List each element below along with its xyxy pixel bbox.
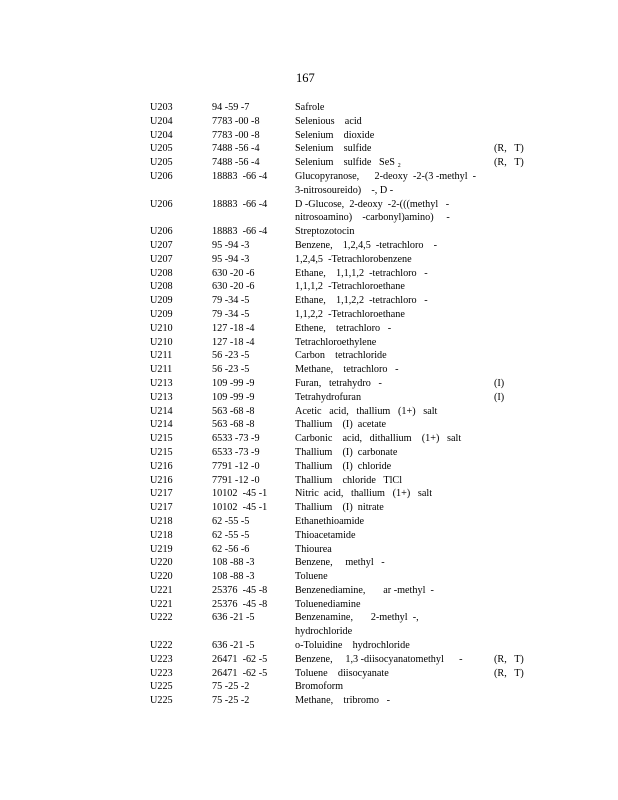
substance-name: [295, 115, 485, 129]
hazardous-waste-table: [150, 101, 530, 708]
cas-number: 25376 -45 -8: [212, 584, 268, 596]
table-row: [150, 529, 530, 543]
substance-name-line: Thallium (I) nitrate: [295, 502, 384, 514]
substance-name-line: Methane, tetrachloro -: [295, 364, 399, 376]
waste-code: U205: [150, 157, 173, 169]
substance-name-line: hydrochloride: [295, 626, 353, 638]
cas-number: 26471 -62 -5: [212, 653, 268, 665]
substance-name-line: Safrole: [295, 102, 325, 113]
cas-number: 10102 -45 -1: [212, 502, 268, 514]
substance-name: [295, 653, 485, 667]
waste-code: U207: [150, 239, 173, 251]
table-row: [150, 653, 530, 667]
substance-name-line: Benzenamine, 2-methyl -,: [295, 612, 419, 624]
substance-name-line: Tetrahydrofuran: [295, 391, 362, 403]
substance-name-line: Toluene diisocyanate: [295, 667, 389, 679]
hazard-code: (R, T): [494, 143, 524, 155]
cas-number: 75 -25 -2: [212, 681, 250, 693]
substance-name: [295, 349, 485, 363]
substance-name: [295, 418, 485, 432]
table-row: [150, 170, 530, 198]
table-row: [150, 570, 530, 584]
substance-name: [295, 543, 485, 557]
substance-name-line: Thallium chloride TlCl: [295, 474, 403, 486]
table-row: [150, 101, 530, 115]
substance-name: [295, 267, 485, 281]
table-row: [150, 129, 530, 143]
waste-code: U205: [150, 143, 173, 155]
waste-code: U211: [150, 350, 173, 362]
waste-code: U207: [150, 253, 173, 265]
waste-code: U214: [150, 419, 173, 431]
cas-number: 26471 -62 -5: [212, 667, 268, 679]
hazard-code: (I): [494, 377, 505, 389]
substance-name: [295, 667, 485, 681]
cas-number: 108 -88 -3: [212, 571, 255, 583]
substance-name-line: Bromoform: [295, 681, 344, 693]
substance-name-line: Benzenediamine, ar -methyl -: [295, 584, 434, 596]
table-row: [150, 363, 530, 377]
substance-name-line: 1,2,4,5 -Tetrachlorobenzene: [295, 253, 412, 265]
substance-name-line: Thallium (I) carbonate: [295, 446, 398, 458]
cas-number: 18883 -66 -4: [212, 170, 268, 182]
waste-code: U209: [150, 295, 173, 307]
waste-code: U223: [150, 667, 173, 679]
waste-code: U206: [150, 226, 173, 238]
substance-name: [295, 322, 485, 336]
cas-number: 94 -59 -7: [212, 102, 250, 113]
substance-name-line: Toluenediamine: [295, 598, 361, 610]
substance-name-line: Acetic acid, thallium (1+) salt: [295, 405, 438, 417]
substance-name-line: Ethane, 1,1,2,2 -tetrachloro -: [295, 295, 428, 307]
waste-code: U211: [150, 364, 173, 376]
substance-name: [295, 487, 485, 501]
substance-name: [295, 570, 485, 584]
hazard-code: (R, T): [494, 157, 524, 169]
cas-number: 7791 -12 -0: [212, 474, 260, 486]
cas-number: 7488 -56 -4: [212, 143, 260, 155]
substance-name: [295, 391, 485, 405]
waste-code: U218: [150, 515, 173, 527]
waste-code: U208: [150, 267, 173, 279]
substance-name-line: Selenium sulfide: [295, 143, 372, 155]
substance-name: [295, 639, 485, 653]
table-row: [150, 515, 530, 529]
table-row: [150, 680, 530, 694]
table-row: [150, 336, 530, 350]
table-row: [150, 322, 530, 336]
substance-name: [295, 460, 485, 474]
cas-number: 79 -34 -5: [212, 295, 250, 307]
waste-code: U206: [150, 198, 173, 210]
cas-number: 563 -68 -8: [212, 419, 255, 431]
substance-name: [295, 474, 485, 488]
substance-name: [295, 253, 485, 267]
waste-code: U220: [150, 571, 173, 583]
substance-name: [295, 501, 485, 515]
substance-name: [295, 598, 485, 612]
cas-number: 79 -34 -5: [212, 308, 250, 320]
substance-name: [295, 129, 485, 143]
table-row: [150, 239, 530, 253]
substance-name: [295, 611, 485, 639]
cas-number: 95 -94 -3: [212, 253, 250, 265]
table-row: [150, 294, 530, 308]
cas-number: 630 -20 -6: [212, 281, 255, 293]
substance-name: [295, 515, 485, 529]
waste-code: U206: [150, 170, 173, 182]
substance-name-line: Thiourea: [295, 543, 332, 555]
hazard-code: (R, T): [494, 653, 524, 665]
substance-name: [295, 336, 485, 350]
waste-code: U216: [150, 474, 173, 486]
table-row: [150, 446, 530, 460]
substance-name: [295, 363, 485, 377]
table-row: [150, 280, 530, 294]
substance-name: [295, 377, 485, 391]
substance-name-line: Benzene, 1,3 -diisocyanatomethyl -: [295, 653, 463, 665]
table-row: [150, 142, 530, 156]
substance-name-line: Toluene: [295, 571, 328, 583]
hazard-code: (I): [494, 391, 505, 403]
substance-name-line: Thallium (I) acetate: [295, 419, 387, 431]
substance-name-line: Glucopyranose, 2-deoxy -2-(3 -methyl -: [295, 170, 477, 182]
substance-name: [295, 584, 485, 598]
cas-number: 56 -23 -5: [212, 364, 250, 376]
substance-name-line: Carbonic acid, dithallium (1+) salt: [295, 433, 462, 445]
table-row: [150, 487, 530, 501]
waste-code: U203: [150, 102, 173, 113]
table-row: [150, 543, 530, 557]
cas-number: 75 -25 -2: [212, 695, 250, 707]
table-row: [150, 667, 530, 681]
waste-code: U215: [150, 446, 173, 458]
substance-name-line: Ethene, tetrachloro -: [295, 322, 392, 334]
waste-code: U225: [150, 681, 173, 693]
substance-name-line: nitrosoamino) -carbonyl)amino) -: [295, 212, 450, 224]
hazard-code: (R, T): [494, 667, 524, 679]
table-row: [150, 377, 530, 391]
substance-name-line: D -Glucose, 2-deoxy -2-(((methyl -: [295, 198, 450, 210]
cas-number: 109 -99 -9: [212, 391, 255, 403]
substance-name: [295, 432, 485, 446]
substance-name-line: Ethane, 1,1,1,2 -tetrachloro -: [295, 267, 428, 279]
substance-name: [295, 556, 485, 570]
cas-number: 6533 -73 -9: [212, 446, 260, 458]
waste-code: U210: [150, 322, 173, 334]
substance-name-line: Thioacetamide: [295, 529, 356, 541]
cas-number: 62 -55 -5: [212, 515, 250, 527]
substance-name: [295, 308, 485, 322]
cas-number: 7783 -00 -8: [212, 129, 260, 141]
substance-name: [295, 198, 485, 226]
table-row: [150, 156, 530, 170]
table-row: [150, 198, 530, 226]
substance-name-line: 3-nitrosoureido) -, D -: [295, 184, 394, 196]
table-row: [150, 611, 530, 639]
substance-name-line: Benzene, 1,2,4,5 -tetrachloro -: [295, 239, 438, 251]
table-row: [150, 460, 530, 474]
substance-name: [295, 294, 485, 308]
table-row: [150, 308, 530, 322]
table-row: [150, 694, 530, 708]
cas-number: 18883 -66 -4: [212, 226, 268, 238]
substance-name-line: o-Toluidine hydrochloride: [295, 640, 410, 652]
cas-number: 7791 -12 -0: [212, 460, 260, 472]
waste-code: U222: [150, 612, 173, 624]
substance-name-line: Streptozotocin: [295, 226, 355, 238]
table-row: [150, 432, 530, 446]
substance-name: [295, 142, 485, 156]
waste-code: U219: [150, 543, 173, 555]
table-row: [150, 418, 530, 432]
waste-code: U204: [150, 115, 173, 127]
waste-code: U221: [150, 598, 173, 610]
table-row: [150, 474, 530, 488]
cas-number: 95 -94 -3: [212, 239, 250, 251]
cas-number: 18883 -66 -4: [212, 198, 268, 210]
substance-name-line: Tetrachloroethylene: [295, 336, 377, 348]
substance-name: [295, 101, 485, 115]
waste-code: U222: [150, 640, 173, 652]
cas-number: 62 -55 -5: [212, 529, 250, 541]
cas-number: 62 -56 -6: [212, 543, 250, 555]
substance-name-line: Selenious acid: [295, 115, 362, 127]
page-number: 167: [296, 71, 315, 85]
table-row: [150, 225, 530, 239]
table-row: [150, 115, 530, 129]
substance-name: [295, 225, 485, 239]
table-row: [150, 501, 530, 515]
table-row: [150, 253, 530, 267]
cas-number: 7783 -00 -8: [212, 115, 260, 127]
cas-number: 108 -88 -3: [212, 557, 255, 569]
substance-name: [295, 405, 485, 419]
waste-code: U221: [150, 584, 173, 596]
substance-name-line: 1,1,2,2 -Tetrachloroethane: [295, 308, 405, 320]
waste-code: U208: [150, 281, 173, 293]
substance-name: [295, 446, 485, 460]
waste-code: U223: [150, 653, 173, 665]
substance-name-line: Furan, tetrahydro -: [295, 377, 382, 389]
waste-code: U215: [150, 433, 173, 445]
waste-code: U213: [150, 377, 173, 389]
cas-number: 636 -21 -5: [212, 612, 255, 624]
table-row: [150, 639, 530, 653]
substance-name-line: Nitric acid, thallium (1+) salt: [295, 488, 433, 500]
cas-number: 563 -68 -8: [212, 405, 255, 417]
substance-name: [295, 280, 485, 294]
waste-code: U217: [150, 488, 173, 500]
substance-name: [295, 680, 485, 694]
waste-code: U213: [150, 391, 173, 403]
cas-number: 56 -23 -5: [212, 350, 250, 362]
table-row: [150, 556, 530, 570]
waste-code: U220: [150, 557, 173, 569]
waste-code: U225: [150, 695, 173, 707]
table-row: [150, 405, 530, 419]
substance-name-line: Selenium sulfide SeS ₂: [295, 157, 401, 169]
cas-number: 6533 -73 -9: [212, 433, 260, 445]
cas-number: 636 -21 -5: [212, 640, 255, 652]
cas-number: 10102 -45 -1: [212, 488, 268, 500]
substance-name: [295, 170, 485, 198]
table-row: [150, 267, 530, 281]
table-row: [150, 584, 530, 598]
waste-code: U214: [150, 405, 173, 417]
substance-name-line: Methane, tribromo -: [295, 695, 391, 707]
substance-name-line: Ethanethioamide: [295, 515, 365, 527]
substance-name-line: Thallium (I) chloride: [295, 460, 392, 472]
substance-name-line: Benzene, methyl -: [295, 557, 385, 569]
substance-name-line: Carbon tetrachloride: [295, 350, 387, 362]
waste-code: U209: [150, 308, 173, 320]
waste-code: U204: [150, 129, 173, 141]
waste-code: U217: [150, 502, 173, 514]
cas-number: 630 -20 -6: [212, 267, 255, 279]
cas-number: 109 -99 -9: [212, 377, 255, 389]
waste-code: U210: [150, 336, 173, 348]
table-row: [150, 391, 530, 405]
substance-name: [295, 529, 485, 543]
cas-number: 25376 -45 -8: [212, 598, 268, 610]
waste-code: U216: [150, 460, 173, 472]
table-row: [150, 598, 530, 612]
substance-name: [295, 156, 485, 170]
cas-number: 127 -18 -4: [212, 322, 255, 334]
cas-number: 127 -18 -4: [212, 336, 255, 348]
waste-code: U218: [150, 529, 173, 541]
substance-name-line: 1,1,1,2 -Tetrachloroethane: [295, 281, 405, 293]
cas-number: 7488 -56 -4: [212, 157, 260, 169]
substance-name-line: Selenium dioxide: [295, 129, 375, 141]
table-row: [150, 349, 530, 363]
substance-name: [295, 239, 485, 253]
substance-name: [295, 694, 485, 708]
